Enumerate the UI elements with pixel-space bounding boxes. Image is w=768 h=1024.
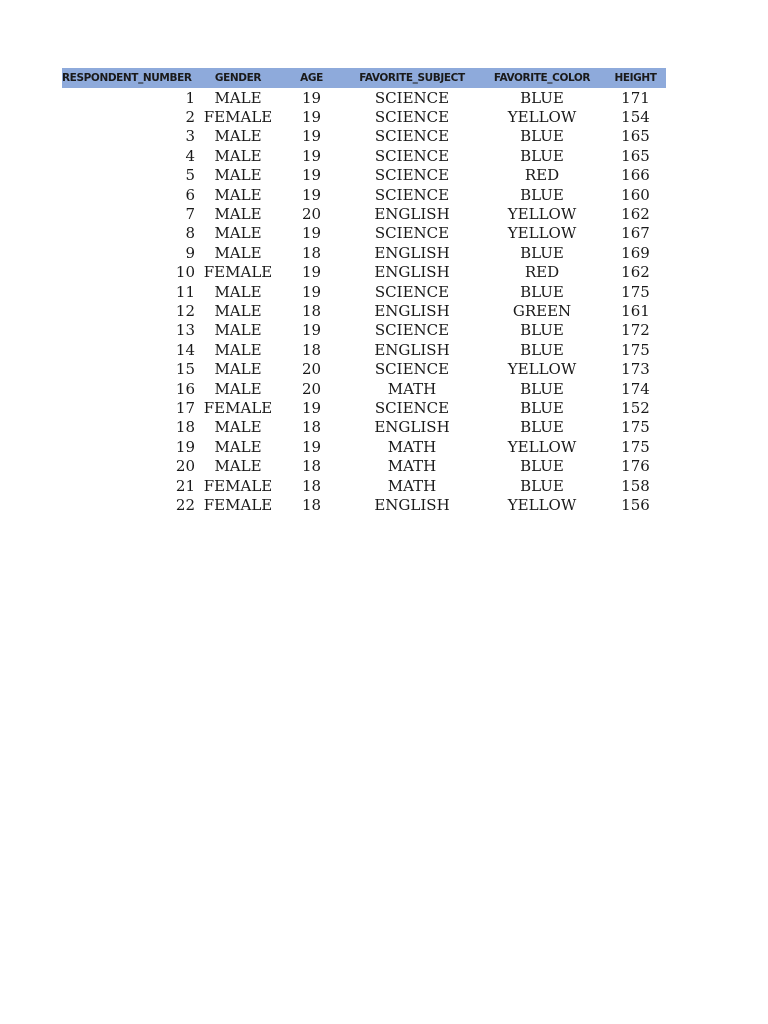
cell-height: 152 [621,398,650,417]
cell-favorite-color: BLUE [520,127,564,146]
cell-respondent-number: 9 [185,243,195,262]
cell-favorite-color: GREEN [512,301,572,320]
cell-respondent-number: 22 [175,495,195,514]
cell-respondent-number: 6 [185,185,195,204]
cell-favorite-color: BLUE [520,340,564,359]
table-row [62,456,666,475]
table-row [62,301,666,320]
cell-gender: FEMALE [203,263,273,282]
cell-favorite-color: YELLOW [507,224,577,243]
cell-favorite-subject: SCIENCE [374,360,450,379]
table-row [62,243,666,262]
cell-age: 18 [301,457,322,476]
cell-gender: MALE [214,457,262,476]
cell-height: 154 [621,108,650,127]
table-row [62,146,666,165]
cell-gender: MALE [214,127,262,146]
cell-age: 19 [301,398,322,417]
cell-favorite-color: YELLOW [507,205,577,224]
cell-favorite-color: BLUE [520,282,564,301]
cell-height: 175 [621,418,650,437]
table-row [62,340,666,359]
cell-favorite-color: RED [524,263,560,282]
cell-height: 162 [621,205,650,224]
cell-height: 158 [621,476,650,495]
cell-respondent-number: 1 [185,88,195,107]
cell-respondent-number: 17 [175,398,195,417]
cell-respondent-number: 14 [175,340,195,359]
cell-favorite-color: BLUE [520,476,564,495]
data-table [62,68,666,515]
cell-favorite-subject: SCIENCE [374,127,450,146]
cell-gender: MALE [214,321,262,340]
cell-height: 173 [621,360,650,379]
cell-height: 165 [621,146,650,165]
cell-respondent-number: 21 [175,476,195,495]
cell-gender: MALE [214,166,262,185]
table-row [62,224,666,243]
cell-height: 169 [621,243,650,262]
cell-respondent-number: 5 [185,166,195,185]
cell-age: 19 [301,321,322,340]
table-row [62,185,666,204]
cell-favorite-color: BLUE [520,398,564,417]
cell-height: 172 [621,321,650,340]
cell-age: 18 [301,418,322,437]
cell-respondent-number: 19 [175,437,195,456]
cell-height: 166 [621,166,650,185]
cell-age: 18 [301,301,322,320]
cell-age: 19 [301,146,322,165]
cell-respondent-number: 8 [185,224,195,243]
cell-respondent-number: 12 [175,301,195,320]
cell-favorite-color: BLUE [520,146,564,165]
cell-favorite-subject: SCIENCE [374,282,450,301]
cell-favorite-subject: ENGLISH [374,418,450,437]
cell-favorite-subject: ENGLISH [374,263,450,282]
cell-gender: FEMALE [203,398,273,417]
cell-age: 19 [301,166,322,185]
cell-favorite-color: BLUE [520,243,564,262]
cell-gender: MALE [214,282,262,301]
cell-respondent-number: 16 [175,379,195,398]
table-header-row [62,68,666,88]
table-body [62,88,666,515]
cell-favorite-subject: ENGLISH [374,301,450,320]
cell-favorite-color: BLUE [520,418,564,437]
column-header-favorite-subject: FAVORITE_SUBJECT [359,72,465,84]
cell-favorite-subject: MATH [387,379,437,398]
cell-favorite-subject: ENGLISH [374,340,450,359]
cell-favorite-color: BLUE [520,88,564,107]
cell-respondent-number: 2 [185,108,195,127]
cell-age: 19 [301,282,322,301]
cell-respondent-number: 13 [175,321,195,340]
cell-favorite-color: BLUE [520,321,564,340]
cell-favorite-color: RED [524,166,560,185]
cell-favorite-subject: ENGLISH [374,243,450,262]
cell-respondent-number: 7 [185,205,195,224]
table-row [62,495,666,514]
cell-age: 18 [301,243,322,262]
cell-favorite-subject: MATH [387,437,437,456]
cell-respondent-number: 3 [185,127,195,146]
cell-age: 18 [301,340,322,359]
cell-gender: MALE [214,437,262,456]
cell-gender: FEMALE [203,476,273,495]
table-row [62,437,666,456]
cell-gender: MALE [214,379,262,398]
cell-height: 175 [621,437,650,456]
cell-gender: MALE [214,185,262,204]
cell-favorite-color: YELLOW [507,437,577,456]
cell-favorite-subject: MATH [387,476,437,495]
cell-age: 19 [301,224,322,243]
cell-age: 19 [301,88,322,107]
column-header-height: HEIGHT [614,72,657,84]
cell-age: 20 [301,360,322,379]
column-header-age: AGE [300,72,323,84]
cell-gender: FEMALE [203,495,273,514]
cell-gender: MALE [214,146,262,165]
cell-favorite-color: YELLOW [507,495,577,514]
cell-height: 160 [621,185,650,204]
table-row [62,321,666,340]
cell-height: 162 [621,263,650,282]
cell-age: 19 [301,437,322,456]
cell-favorite-subject: ENGLISH [374,205,450,224]
cell-favorite-subject: SCIENCE [374,224,450,243]
table-row [62,418,666,437]
cell-gender: MALE [214,418,262,437]
cell-height: 165 [621,127,650,146]
cell-favorite-color: YELLOW [507,108,577,127]
cell-respondent-number: 10 [175,263,195,282]
cell-age: 19 [301,185,322,204]
cell-age: 20 [301,205,322,224]
cell-favorite-subject: SCIENCE [374,166,450,185]
table-row [62,127,666,146]
cell-favorite-subject: SCIENCE [374,146,450,165]
table-row [62,359,666,378]
column-header-favorite-color: FAVORITE_COLOR [493,72,591,84]
table-row [62,282,666,301]
cell-gender: MALE [214,340,262,359]
table-row [62,88,666,107]
cell-favorite-color: BLUE [520,457,564,476]
cell-gender: MALE [214,360,262,379]
cell-gender: MALE [214,243,262,262]
cell-respondent-number: 18 [175,418,195,437]
cell-favorite-subject: SCIENCE [374,108,450,127]
cell-height: 175 [621,340,650,359]
column-header-respondent-number: RESPONDENT_NUMBER [62,72,192,84]
cell-favorite-subject: SCIENCE [374,398,450,417]
cell-favorite-color: BLUE [520,379,564,398]
cell-height: 167 [621,224,650,243]
table-row [62,379,666,398]
table-row [62,263,666,282]
cell-age: 20 [301,379,322,398]
cell-age: 19 [301,108,322,127]
cell-favorite-subject: SCIENCE [374,185,450,204]
cell-favorite-subject: SCIENCE [374,88,450,107]
cell-favorite-color: YELLOW [507,360,577,379]
cell-age: 19 [301,127,322,146]
cell-respondent-number: 20 [175,457,195,476]
cell-age: 19 [301,263,322,282]
cell-gender: MALE [214,205,262,224]
table-row [62,476,666,495]
cell-gender: MALE [214,301,262,320]
table-row [62,107,666,126]
cell-height: 171 [621,88,650,107]
cell-height: 156 [621,495,650,514]
cell-age: 18 [301,495,322,514]
cell-gender: FEMALE [203,108,273,127]
cell-favorite-subject: ENGLISH [374,495,450,514]
cell-favorite-subject: SCIENCE [374,321,450,340]
table-row [62,398,666,417]
cell-respondent-number: 11 [175,282,195,301]
cell-height: 174 [621,379,650,398]
cell-age: 18 [301,476,322,495]
cell-respondent-number: 15 [175,360,195,379]
cell-respondent-number: 4 [185,146,195,165]
column-header-gender: GENDER [214,72,262,84]
cell-favorite-color: BLUE [520,185,564,204]
table-row [62,204,666,223]
cell-height: 175 [621,282,650,301]
cell-gender: MALE [214,224,262,243]
cell-height: 161 [621,301,650,320]
cell-favorite-subject: MATH [387,457,437,476]
table-row [62,166,666,185]
cell-gender: MALE [214,88,262,107]
cell-height: 176 [621,457,650,476]
